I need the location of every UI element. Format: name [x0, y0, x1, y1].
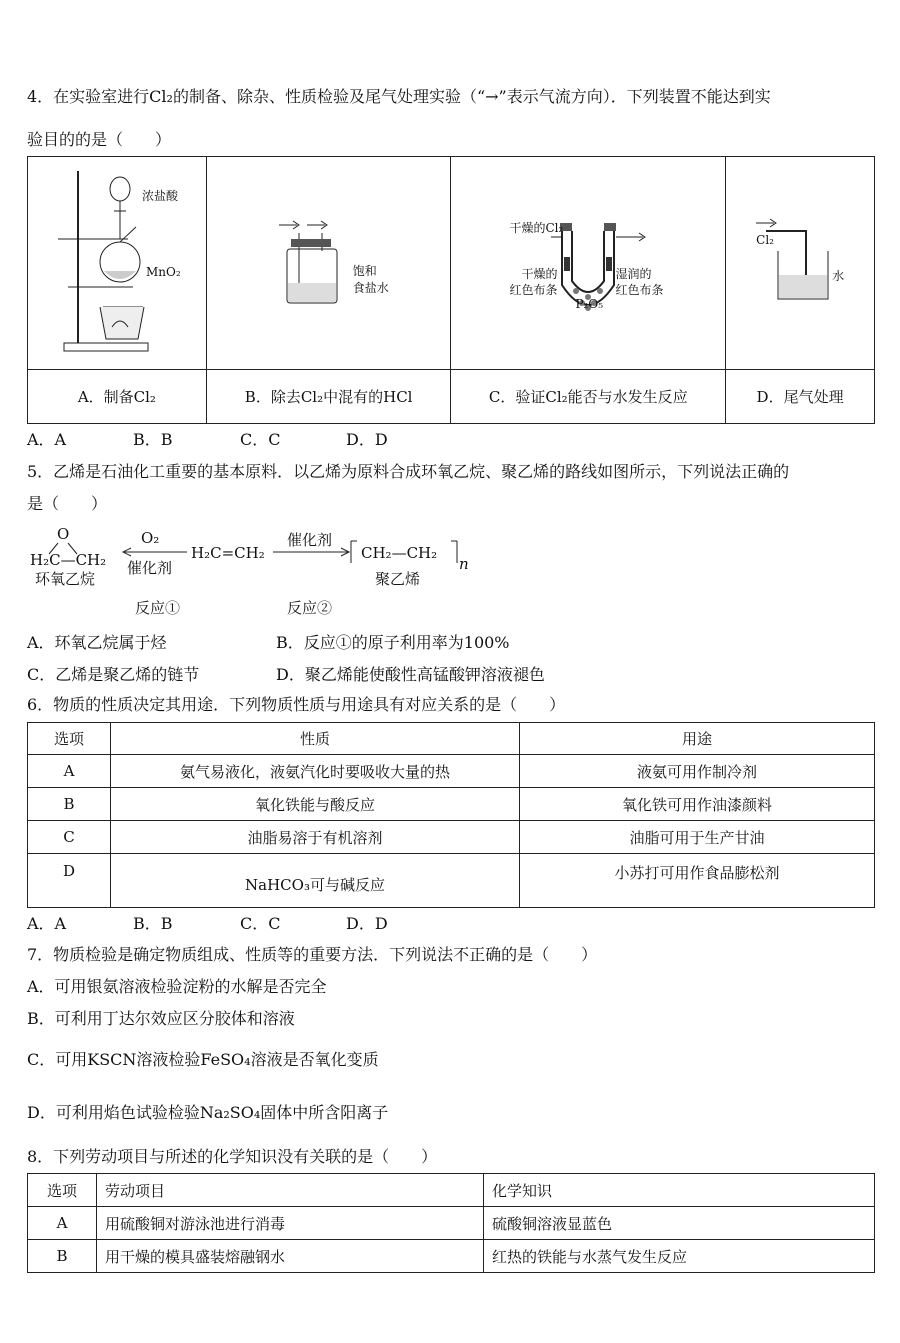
epoxide-oxygen: O [57, 525, 70, 543]
q4-fig-b-cell [206, 157, 451, 370]
reagent-o2: O₂ [141, 529, 160, 547]
q5-option-c: C．乙烯是聚乙烯的链节 [27, 665, 200, 684]
table-cell: 用干燥的模具盛装熔融钢水 [97, 1240, 484, 1273]
q8-table [27, 1173, 875, 1273]
table-cell: A [28, 755, 111, 788]
q4-option-a: A．A [27, 430, 67, 449]
label-dry-cl2: 干燥的Cl₂ [509, 221, 564, 235]
table-cell: 氧化铁能与酸反应 [111, 788, 520, 821]
q6-option-c: C．C [240, 914, 281, 933]
ethylene-formula: H₂C=CH₂ [191, 544, 265, 562]
q6-option-b: B．B [133, 914, 173, 933]
q4-option-b: B．B [133, 430, 173, 449]
q4-stem-line2: 验目的的是（ ） [27, 130, 172, 149]
q7-option-c: C．可用KSCN溶液检验FeSO₄溶液是否氧化变质 [27, 1050, 379, 1069]
apparatus-c-figure [451, 157, 725, 370]
apparatus-b-figure [207, 157, 451, 370]
q4-caption-d: D．尾气处理 [726, 370, 875, 424]
q4-fig-c-cell [451, 157, 726, 370]
q6-option-a: A．A [27, 914, 67, 933]
q4-caption-a: A．制备Cl₂ [28, 370, 207, 424]
q4-caption-b: B．除去Cl₂中混有的HCl [206, 370, 451, 424]
label-saturated: 饱和 [352, 264, 377, 278]
q4-fig-d-cell [726, 157, 875, 370]
reaction-2-label: 反应② [287, 599, 333, 617]
q4-fig-a-cell [28, 157, 207, 370]
q5-option-d: D．聚乙烯能使酸性高锰酸钾溶液褪色 [276, 665, 545, 684]
epoxide-name: 环氧乙烷 [35, 570, 96, 588]
label-red-cloth-1: 红色布条 [509, 283, 558, 297]
q7-option-b: B．可利用丁达尔效应区分胶体和溶液 [27, 1009, 295, 1028]
q4-option-d: D．D [346, 430, 388, 449]
catalyst-2: 催化剂 [287, 531, 333, 549]
catalyst-1: 催化剂 [127, 559, 173, 577]
table-cell: 氧化铁可用作油漆颜料 [520, 788, 875, 821]
table-cell: 油脂可用于生产甘油 [520, 821, 875, 854]
table-row [28, 755, 875, 788]
q6-stem: 6．物质的性质决定其用途．下列物质性质与用途具有对应关系的是（ ） [27, 695, 566, 714]
epoxide-formula: H₂C—CH₂ [30, 551, 107, 569]
table-cell: A [28, 1207, 97, 1240]
table-cell: 硫酸铜溶液显蓝色 [484, 1207, 875, 1240]
table-row [28, 1240, 875, 1273]
label-cl2-d: Cl₂ [756, 233, 774, 247]
table-cell: 氨气易液化，液氨汽化时要吸收大量的热 [111, 755, 520, 788]
q6-option-d: D．D [346, 914, 388, 933]
q7-option-d: D．可利用焰色试验检验Na₂SO₄固体中所含阳离子 [27, 1103, 389, 1122]
label-wet: 湿润的 [615, 267, 652, 281]
label-water: 水 [832, 269, 845, 283]
table-row [28, 854, 875, 908]
table-cell: 油脂易溶于有机溶剂 [111, 821, 520, 854]
reaction-1-label: 反应① [135, 599, 181, 617]
table-row [28, 788, 875, 821]
q4-caption-c: C．验证Cl₂能否与水发生反应 [451, 370, 726, 424]
table-cell: D [28, 854, 111, 908]
q8-stem: 8．下列劳动项目与所述的化学知识没有关联的是（ ） [27, 1147, 438, 1166]
polymer-name: 聚乙烯 [375, 570, 421, 588]
q6-table [27, 722, 875, 908]
q4-option-c: C．C [240, 430, 281, 449]
q4-stem-line1: 4．在实验室进行Cl₂的制备、除杂、性质检验及尾气处理实验（“→”表示气流方向）．下列装置不能达到实 [27, 87, 771, 106]
q8-header-project: 劳动项目 [97, 1174, 484, 1207]
q8-header-knowledge: 化学知识 [484, 1174, 875, 1207]
table-cell: B [28, 788, 111, 821]
q7-stem: 7．物质检验是确定物质组成、性质等的重要方法．下列说法不正确的是（ ） [27, 945, 598, 964]
label-mno2: MnO₂ [146, 265, 181, 279]
label-dry: 干燥的 [521, 267, 558, 281]
label-p2o5: P₂O₅ [575, 297, 604, 311]
q6-header-property: 性质 [111, 723, 520, 755]
polymer-repeat-unit: CH₂—CH₂ [361, 544, 438, 562]
table-cell: 液氨可用作制冷剂 [520, 755, 875, 788]
table-row [28, 1207, 875, 1240]
apparatus-a-figure [28, 157, 206, 370]
table-cell: C [28, 821, 111, 854]
label-conc-hcl: 浓盐酸 [142, 189, 179, 203]
q7-option-a: A．可用银氨溶液检验淀粉的水解是否完全 [27, 977, 327, 996]
q4-figure-table [27, 156, 875, 424]
table-cell: B [28, 1240, 97, 1273]
q5-option-b: B．反应①的原子利用率为100% [276, 633, 510, 652]
label-brine: 食盐水 [352, 281, 389, 295]
table-row [28, 821, 875, 854]
q5-stem-line1: 5．乙烯是石油化工重要的基本原料．以乙烯为原料合成环氧乙烷、聚乙烯的路线如图所示，下列说法正确的 [27, 462, 790, 481]
polymer-n: n [459, 555, 469, 573]
q8-header-option: 选项 [28, 1174, 97, 1207]
label-red-cloth-2: 红色布条 [615, 283, 664, 297]
q6-header-option: 选项 [28, 723, 111, 755]
table-cell: NaHCO₃可与碱反应 [111, 854, 520, 908]
table-cell: 用硫酸铜对游泳池进行消毒 [97, 1207, 484, 1240]
q5-reaction-scheme [27, 525, 487, 620]
apparatus-d-figure [726, 157, 874, 370]
q6-header-use: 用途 [520, 723, 875, 755]
table-cell: 小苏打可用作食品膨松剂 [520, 854, 875, 908]
q5-stem-line2: 是（ ） [27, 494, 108, 513]
table-cell: 红热的铁能与水蒸气发生反应 [484, 1240, 875, 1273]
q5-option-a: A．环氧乙烷属于烃 [27, 633, 167, 652]
